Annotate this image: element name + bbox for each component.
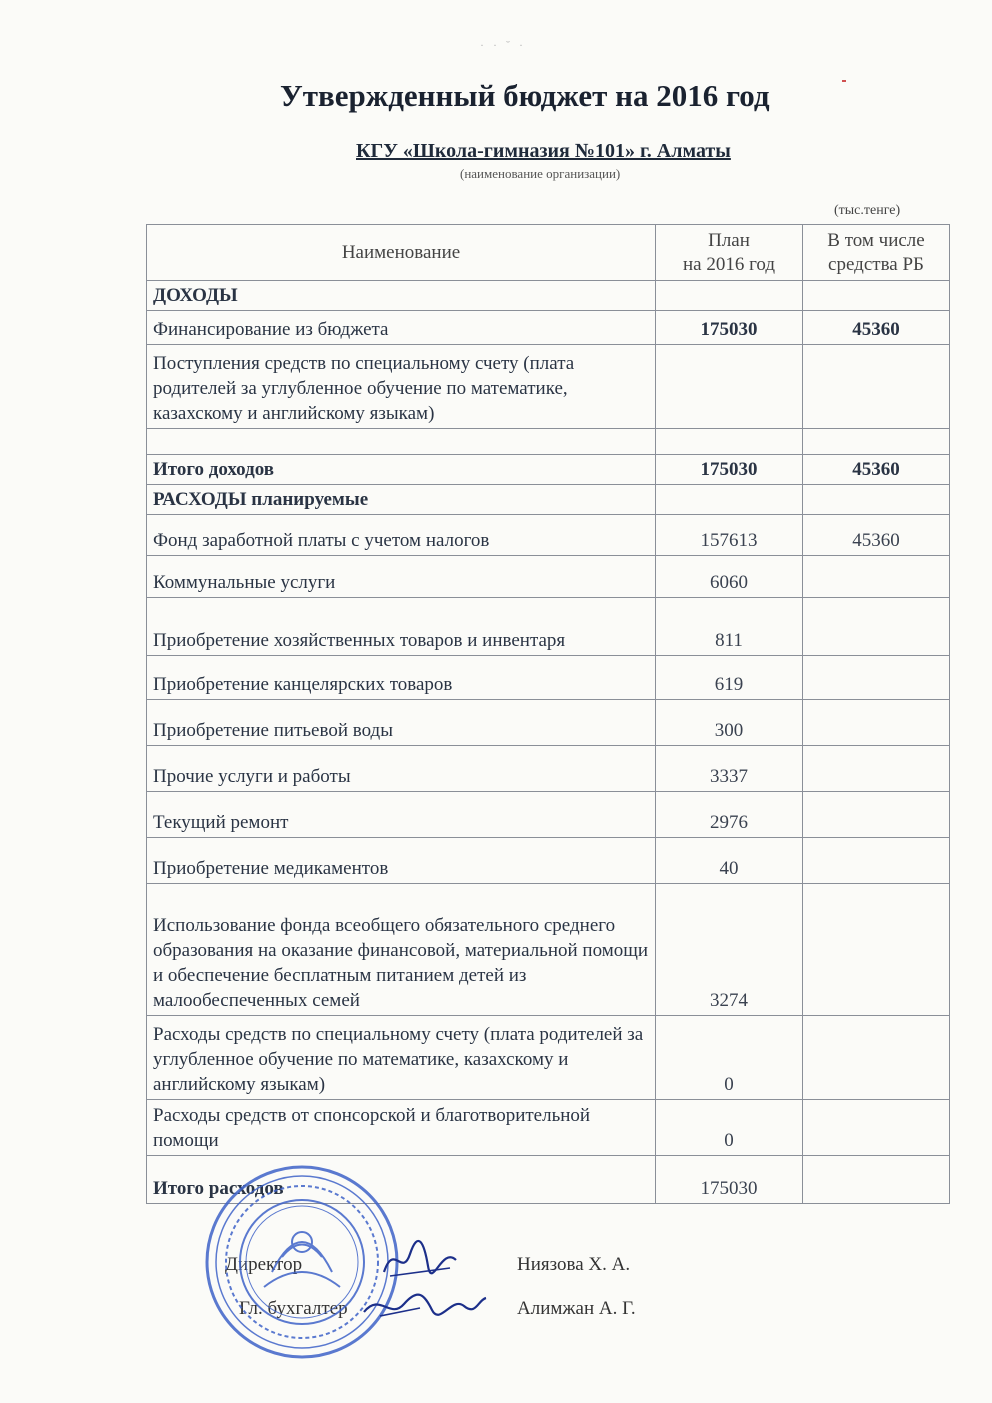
income-total-rb: 45360	[803, 455, 950, 485]
row-plan: 157613	[656, 515, 803, 556]
income-total-plan: 175030	[656, 455, 803, 485]
table-row	[147, 1100, 950, 1156]
row-rb	[803, 884, 950, 1016]
row-rb: 45360	[803, 311, 950, 345]
header-plan-line1: План	[708, 229, 750, 251]
director-title: Директор	[225, 1254, 303, 1275]
row-plan: 6060	[656, 556, 803, 598]
accountant-title: Гл. бухгалтер	[239, 1298, 348, 1319]
row-rb	[803, 746, 950, 792]
header-plan-line2: на 2016 год	[682, 253, 776, 275]
row-rb	[803, 656, 950, 700]
official-stamp-icon	[202, 1162, 402, 1362]
income-total-row	[147, 455, 950, 485]
header-rb-line1: В том числе	[827, 229, 925, 251]
header-rb-line2: средства РБ	[828, 253, 924, 275]
row-plan	[656, 345, 803, 429]
row-rb	[803, 1016, 950, 1100]
row-rb	[803, 345, 950, 429]
row-rb	[803, 792, 950, 838]
expense-section-title: РАСХОДЫ планируемые	[147, 485, 656, 515]
table-row	[147, 311, 950, 345]
income-total-label: Итого доходов	[147, 455, 656, 485]
row-rb	[803, 700, 950, 746]
accountant-signature-icon	[360, 1286, 490, 1326]
row-name: Текущий ремонт	[147, 792, 656, 838]
income-section-title: ДОХОДЫ	[147, 281, 656, 311]
table-row	[147, 746, 950, 792]
row-name: Финансирование из бюджета	[147, 311, 656, 345]
row-name: Приобретение канцелярских товаров	[147, 656, 656, 700]
director-signature-icon	[380, 1238, 460, 1282]
row-name: Коммунальные услуги	[147, 556, 656, 598]
header-name: Наименование	[147, 225, 656, 281]
spacer-row	[147, 429, 950, 455]
row-name: Расходы средств по специальному счету (плата родителей за углубленное обучение по математике, казахскому и английскому языкам)	[147, 1016, 656, 1100]
table-row	[147, 1016, 950, 1100]
table-row	[147, 556, 950, 598]
row-name: Приобретение питьевой воды	[147, 700, 656, 746]
row-plan: 2976	[656, 792, 803, 838]
expense-total-plan: 175030	[656, 1156, 803, 1204]
row-plan: 40	[656, 838, 803, 884]
accountant-name: Алимжан А. Г.	[517, 1298, 636, 1319]
document-title: Утвержденный бюджет на 2016 год	[280, 78, 770, 113]
table-row	[147, 598, 950, 656]
table-row	[147, 515, 950, 556]
row-name: Использование фонда всеобщего обязательного среднего образования на оказание финансовой, материальной помощи и обеспечение бесплатным питанием детей из малообеспеченных семей	[147, 884, 656, 1016]
row-name: Прочие услуги и работы	[147, 746, 656, 792]
row-plan: 619	[656, 656, 803, 700]
row-name: Расходы средств от спонсорской и благотворительной помощи	[147, 1100, 656, 1156]
row-plan: 300	[656, 700, 803, 746]
organization-name: КГУ «Школа-гимназия №101» г. Алматы	[356, 140, 731, 162]
row-rb	[803, 556, 950, 598]
row-plan: 175030	[656, 311, 803, 345]
expense-total-rb	[803, 1156, 950, 1204]
table-row	[147, 792, 950, 838]
paper-scuff: · · ˘ ·	[480, 38, 526, 52]
row-rb	[803, 838, 950, 884]
row-plan: 0	[656, 1100, 803, 1156]
income-section-row	[147, 281, 950, 311]
header-row	[147, 225, 950, 281]
row-rb	[803, 1100, 950, 1156]
row-name: Приобретение медикаментов	[147, 838, 656, 884]
budget-table	[146, 224, 950, 1204]
table-row	[147, 884, 950, 1016]
row-plan: 3337	[656, 746, 803, 792]
header-plan	[656, 225, 803, 281]
row-name: Приобретение хозяйственных товаров и инвентаря	[147, 598, 656, 656]
table-row	[147, 345, 950, 429]
table-row	[147, 700, 950, 746]
units-label: (тыс.тенге)	[834, 203, 901, 218]
ink-speck	[842, 80, 846, 82]
expense-section-row	[147, 485, 950, 515]
header-rb	[803, 225, 950, 281]
row-plan: 0	[656, 1016, 803, 1100]
table-row	[147, 656, 950, 700]
row-name: Поступления средств по специальному счету (плата родителей за углубленное обучение по математике, казахскому и английскому языкам)	[147, 345, 656, 429]
row-rb: 45360	[803, 515, 950, 556]
organization-caption: (наименование организации)	[460, 166, 621, 181]
row-plan: 811	[656, 598, 803, 656]
row-name: Фонд заработной платы с учетом налогов	[147, 515, 656, 556]
row-plan: 3274	[656, 884, 803, 1016]
director-name: Ниязова Х. А.	[517, 1254, 631, 1275]
row-rb	[803, 598, 950, 656]
table-row	[147, 838, 950, 884]
expense-total-label: Итого расходов	[147, 1156, 656, 1204]
